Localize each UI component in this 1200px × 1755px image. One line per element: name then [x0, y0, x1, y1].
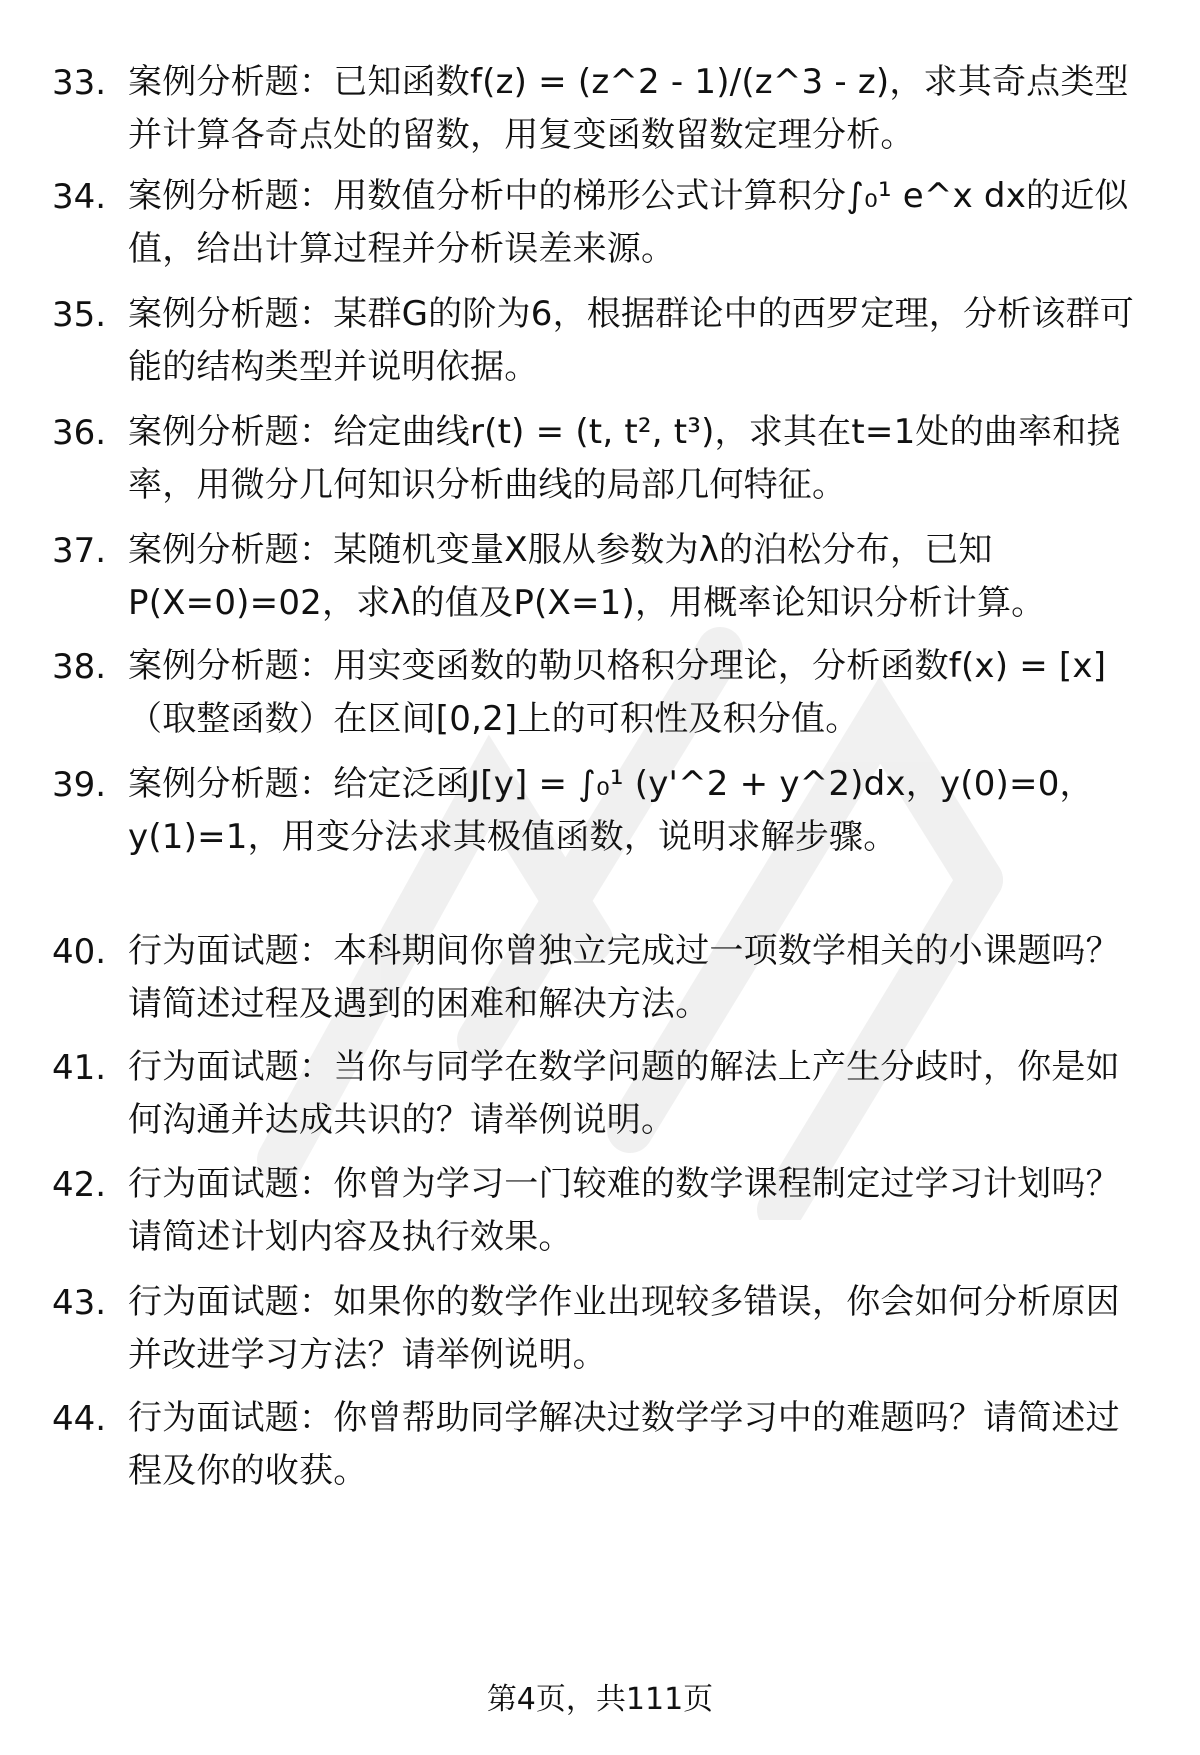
question-text: 案例分析题：给定曲线r(t) = (t, t², t³)，求其在t=1处的曲率和挠率，用微分几何知识分析曲线的局部几何特征。 — [128, 412, 1121, 505]
question-number: 44. — [52, 1399, 107, 1439]
question-text: 案例分析题：某随机变量X服从参数为λ的泊松分布，已知P(X=0)=02，求λ的值及P(X=1)，用概率论知识分析计算。 — [128, 530, 1046, 623]
question-number: 40. — [52, 932, 107, 972]
page-footer: 第4页，共111页 — [486, 1682, 714, 1717]
question-number: 38. — [52, 647, 107, 687]
question-text: 行为面试题：当你与同学在数学问题的解法上产生分歧时，你是如何沟通并达成共识的？请举例说明。 — [128, 1047, 1120, 1140]
question-number: 35. — [52, 295, 107, 335]
question-text: 案例分析题：给定泛函J[y] = ∫₀¹ (y'^2 + y^2)dx，y(0)=0，y(1)=1，用变分法求其极值函数，说明求解步骤。 — [128, 764, 1094, 857]
question-number: 37. — [52, 531, 107, 571]
question-number: 33. — [52, 63, 107, 103]
question-number: 39. — [52, 765, 107, 805]
question-text: 案例分析题：已知函数f(z) = (z^2 - 1)/(z^3 - z)，求其奇点类型并计算各奇点处的留数，用复变函数留数定理分析。 — [128, 62, 1129, 155]
question-number: 41. — [52, 1048, 107, 1088]
question-number: 42. — [52, 1165, 107, 1205]
question-text: 案例分析题：某群G的阶为6，根据群论中的西罗定理，分析该群可能的结构类型并说明依据。 — [128, 294, 1134, 387]
question-number: 34. — [52, 177, 107, 217]
question-text: 行为面试题：如果你的数学作业出现较多错误，你会如何分析原因并改进学习方法？请举例说明。 — [128, 1282, 1120, 1375]
question-text: 行为面试题：你曾为学习一门较难的数学课程制定过学习计划吗？请简述计划内容及执行效果。 — [128, 1164, 1120, 1257]
question-text: 行为面试题：你曾帮助同学解决过数学学习中的难题吗？请简述过程及你的收获。 — [128, 1398, 1120, 1491]
question-text: 行为面试题：本科期间你曾独立完成过一项数学相关的小课题吗？请简述过程及遇到的困难和解决方法。 — [128, 931, 1120, 1024]
question-text: 案例分析题：用实变函数的勒贝格积分理论，分析函数f(x) = [x]（取整函数）在区间[0,2]上的可积性及积分值。 — [128, 646, 1107, 739]
question-text: 案例分析题：用数值分析中的梯形公式计算积分∫₀¹ e^x dx的近似值，给出计算过程并分析误差来源。 — [128, 176, 1129, 269]
question-number: 36. — [52, 413, 107, 453]
question-number: 43. — [52, 1283, 107, 1323]
